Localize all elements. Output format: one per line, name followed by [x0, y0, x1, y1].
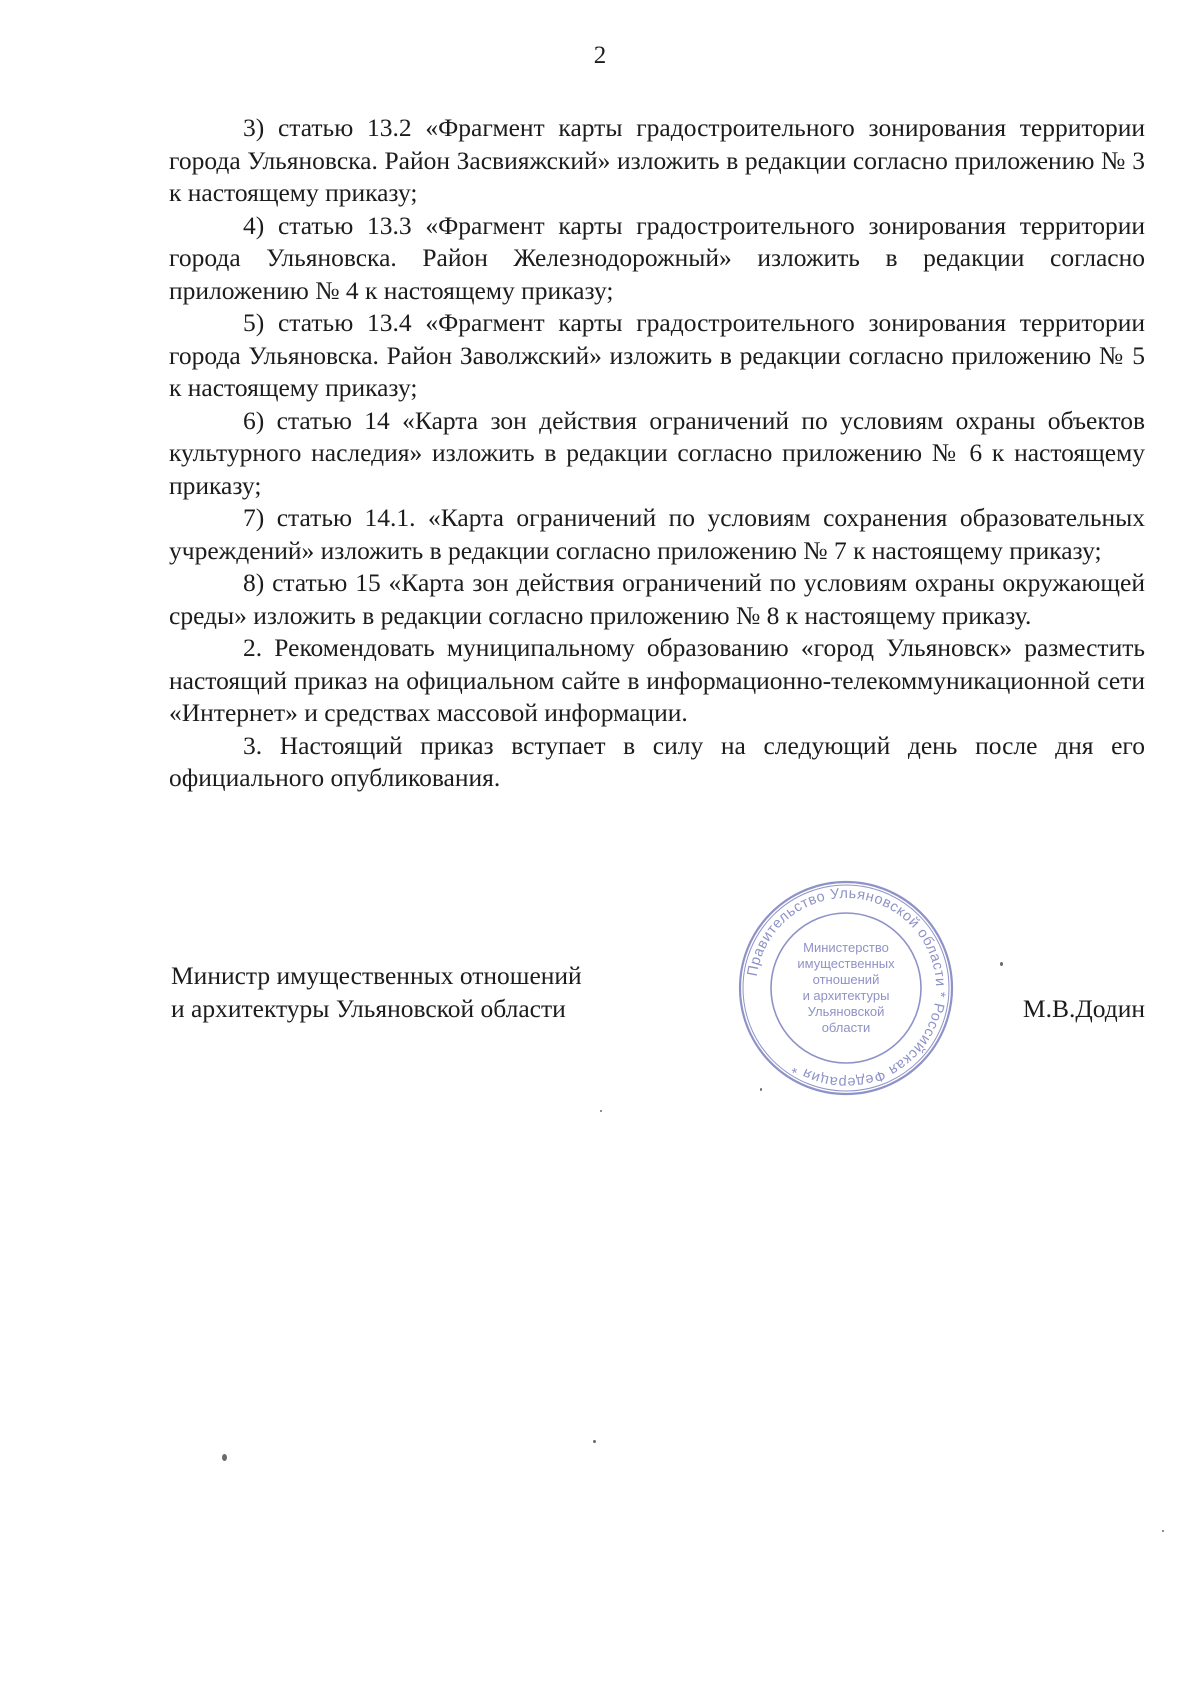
page-number: 2	[593, 42, 607, 69]
seal-inner-line: Ульяновской	[807, 1004, 885, 1019]
scan-speck	[1000, 962, 1003, 966]
scan-speck	[222, 1454, 227, 1461]
clause-3-effective-date: 3. Настоящий приказ вступает в силу на следующий день после дня его официального опубликования.	[169, 730, 1145, 792]
item-3-article-13-2: 3) статью 13.2 «Фрагмент карты градостроительного зонирования территории города Ульяновска. Район Засвияжский» изложить в редакции согласно приложению № 3 к настоящему приказу;	[169, 113, 1145, 207]
signatory-position-line-1: Министр имущественных отношений	[171, 961, 582, 990]
item-7-article-14-1: 7) статью 14.1. «Карта ограничений по условиям сохранения образовательных учреждений» изложить в редакции согласно приложению № 7 к настоящему приказу;	[169, 503, 1145, 565]
order-body	[169, 112, 1145, 795]
scan-speck	[760, 1088, 762, 1091]
seal-inner-line: и архитектуры	[802, 988, 890, 1003]
seal-inner-line: Министерство	[803, 940, 889, 955]
signatory-position-line-2: и архитектуры Ульяновской области	[171, 993, 566, 1023]
seal-inner-line: отношений	[812, 972, 880, 987]
svg-text:Правительство Ульяновской обла: Правительство Ульяновской области * Российская Федерация *	[744, 885, 949, 1091]
official-seal-stamp	[736, 878, 956, 1098]
scan-speck	[1162, 1530, 1164, 1532]
seal-inner-line: области	[821, 1020, 871, 1035]
item-5-article-13-4: 5) статью 13.4 «Фрагмент карты градостроительного зонирования территории города Ульяновска. Район Заволжский» изложить в редакции согласно приложению № 5 к настоящему приказу;	[169, 308, 1145, 402]
scan-speck	[593, 1440, 596, 1443]
item-8-article-15: 8) статью 15 «Карта зон действия ограничений по условиям охраны окружающей среды» изложить в редакции согласно приложению № 8 к настоящему приказу.	[169, 568, 1145, 630]
signatory-position	[171, 960, 582, 1025]
scan-speck	[600, 1110, 602, 1112]
item-4-article-13-3: 4) статью 13.3 «Фрагмент карты градостроительного зонирования территории города Ульяновска. Район Железнодорожный» изложить в редакции согласно приложению № 4 к настоящему приказу;	[169, 210, 1145, 305]
signatory-name: М.В.Додин	[1022, 994, 1145, 1023]
item-6-article-14: 6) статью 14 «Карта зон действия ограничений по условиям охраны объектов культурного наследия» изложить в редакции согласно приложению № 6 к настоящему приказу;	[169, 405, 1145, 500]
seal-inner-line: имущественных	[797, 956, 895, 971]
clause-2-recommendation: 2. Рекомендовать муниципальному образованию «город Ульяновск» разместить настоящий приказ на официальном сайте в информационно-телекоммуникационной сети «Интернет» и средствах массовой информации.	[169, 633, 1145, 727]
